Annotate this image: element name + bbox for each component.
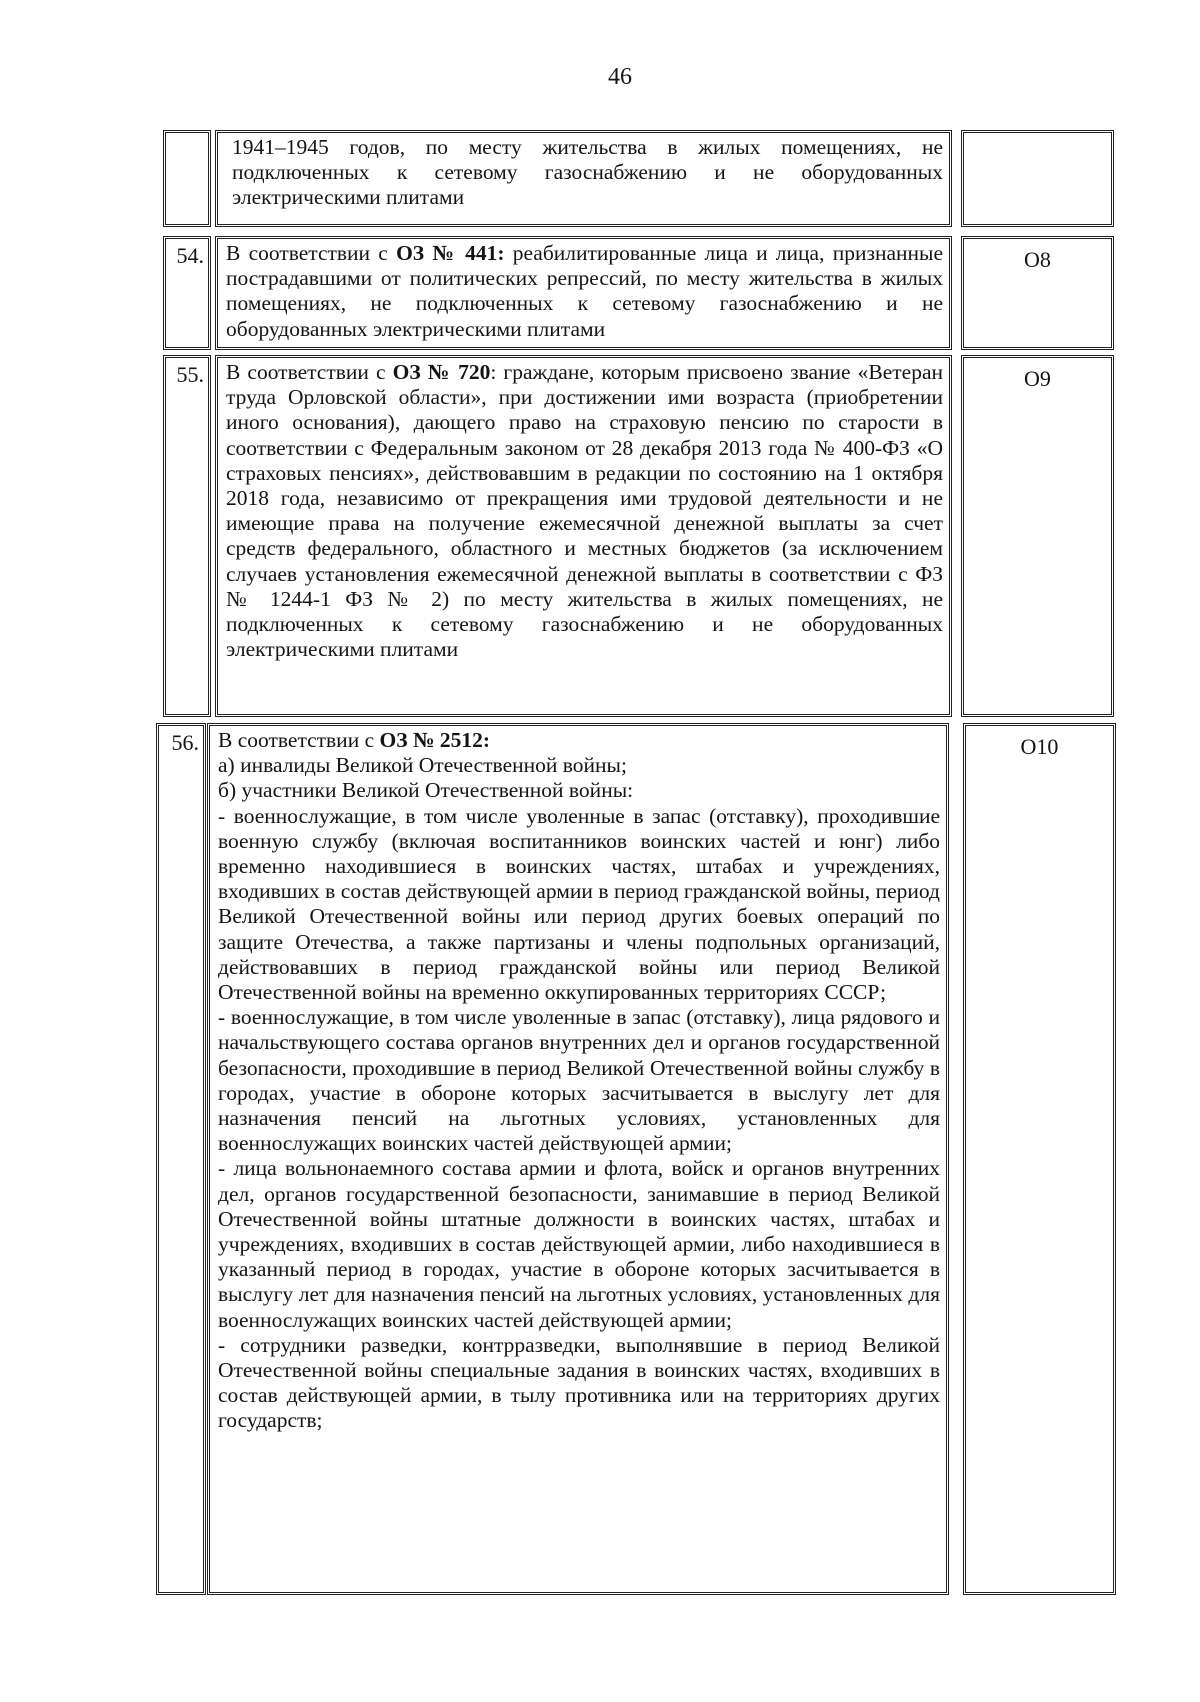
row-description-cell <box>215 236 952 350</box>
description-paragraph <box>218 1156 940 1332</box>
text-segment: : граждане, которым присвоено звание «Ветеран труда Орловской области», при достижении ими возраста (приобретении иного основания), дающего право на страховую пенсию по старости в соответствии с Федеральным законом от 28 декабря 2013 года № 400-ФЗ «О страховых пенсиях», действовавшим в редакции по состоянию на 1 октября 2018 года, независимо от прекращения ими трудовой деятельности и не имеющие права на получение ежемесячной денежной выплаты за счет средств федерального, областного и местных бюджетов (за исключением случаев установления ежемесячной денежной выплаты в соответствии с ФЗ № 1244-1 ФЗ № 2) по месту жительства в жилых помещениях, не подключенных к сетевому газоснабжению и не оборудованных электрическими плитами <box>226 360 943 662</box>
law-reference: ОЗ № 2512: <box>379 728 491 752</box>
description-paragraph <box>218 753 940 778</box>
row-code-cell: О10 <box>963 723 1116 1595</box>
text-segment: В соответствии с <box>218 728 380 752</box>
text-segment: а) инвалиды Великой Отечественной войны; <box>218 753 627 778</box>
text-segment: - военнослужащие, в том числе уволенные в запас (отставку), лица рядового и начальствующего состава органов внутренних дел и органов государственной безопасности, проходившие в период Великой Отечественной войны службу в городах, участие в обороне которых засчитывается в выслугу лет для назначения пенсий на льготных условиях, установленных для военнослужащих воинских частей действующей армии; <box>218 1005 940 1156</box>
row-number-cell: 54. <box>163 236 211 350</box>
text-segment: В соответствии с <box>226 360 393 384</box>
table-row-55 <box>163 355 1200 717</box>
row-code-cell: О9 <box>961 355 1114 717</box>
description-paragraph <box>218 728 940 753</box>
table-row-continuation <box>163 130 1200 227</box>
text-segment: - лица вольнонаемного состава армии и флота, войск и органов внутренних дел, органов государственной безопасности, занимавшие в период Великой Отечественной войны штатные должности в воинских частях, штабах и учреждениях, входивших в состав действующей армии, либо находившиеся в указанный период в городах, участие в обороне которых засчитывается в выслугу лет для назначения пенсий на льготных условиях, установленных для военнослужащих воинских частей действующей армии; <box>218 1156 940 1332</box>
row-description-cell <box>215 355 952 717</box>
description-paragraph <box>218 778 940 803</box>
table-row-54 <box>163 236 1200 350</box>
row-code-cell: О8 <box>961 236 1114 350</box>
row-number-cell: 55. <box>163 355 211 717</box>
law-reference: ОЗ № 720 <box>392 360 491 384</box>
row-code-cell <box>961 130 1114 227</box>
text-segment: 1941–1945 годов, по месту жительства в жилых помещениях, не подключенных к сетевому газоснабжению и не оборудованных электрическими плитами <box>232 135 943 210</box>
description-paragraph <box>232 135 943 211</box>
text-segment: реабилитированные лица и лица, признанные пострадавшими от политических репрессий, по месту жительства в жилых помещениях, не подключенных к сетевому газоснабжению и не оборудованных электрическими плитами <box>226 241 944 341</box>
row-number-cell: 56. <box>156 723 206 1595</box>
description-paragraph <box>218 804 940 1006</box>
row-description-cell <box>215 130 952 227</box>
page-number: 46 <box>608 64 632 90</box>
description-paragraph <box>218 1333 940 1434</box>
text-segment: В соответствии с <box>226 241 397 265</box>
row-number-cell <box>163 130 211 227</box>
law-reference: ОЗ № 441: <box>396 241 505 265</box>
row-description-cell <box>207 723 949 1595</box>
description-paragraph <box>226 360 943 662</box>
text-segment: - сотрудники разведки, контрразведки, выполнявшие в период Великой Отечественной войны специальные задания в воинских частях, входивших в состав действующей армии, в тылу противника или на территориях других государств; <box>218 1332 940 1433</box>
description-paragraph <box>218 1005 940 1156</box>
table-row-56 <box>156 723 1200 1595</box>
description-paragraph <box>226 241 943 342</box>
text-segment: - военнослужащие, в том числе уволенные в запас (отставку), проходившие военную службу (включая воспитанников воинских частей и юнг) либо временно находившиеся в воинских частях, штабах и учреждениях, входивших в состав действующей армии в период гражданской войны, период Великой Отечественной войны или период других боевых операций по защите Отечества, а также партизаны и члены подпольных организаций, действовавших в период гражданской войны или период Великой Отечественной войны на временно оккупированных территориях СССР; <box>218 803 940 1005</box>
text-segment: б) участники Великой Отечественной войны: <box>218 778 634 803</box>
